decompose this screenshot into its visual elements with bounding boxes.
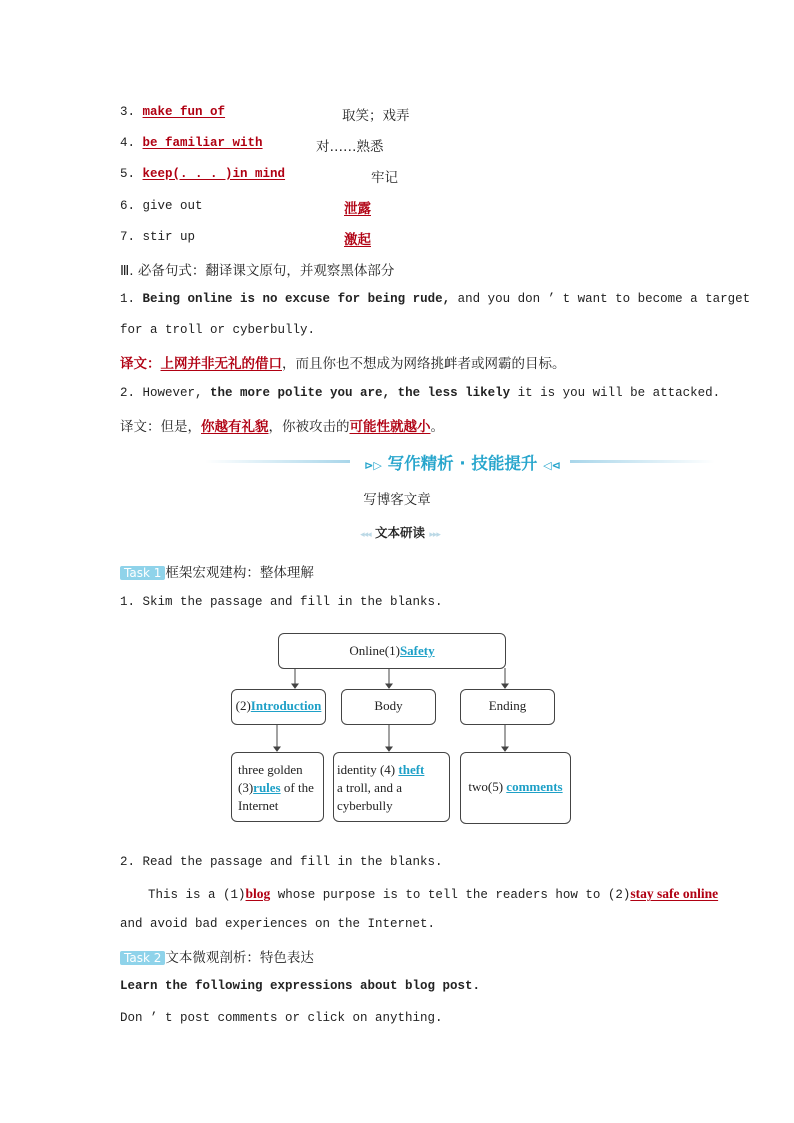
banner-title-text: 写作精析 · 技能提升	[387, 454, 538, 473]
answer-text: Introduction	[250, 698, 322, 713]
phrase: give out	[142, 199, 203, 213]
sentence-text: it is you will be attacked.	[517, 386, 721, 400]
box-text: Body	[374, 698, 403, 713]
fill-blank-paragraph	[148, 886, 718, 902]
sentence-1-continued: for a troll or cyberbully.	[120, 323, 316, 337]
translation-text: ，你被攻击的	[268, 419, 350, 435]
box-text: Internet	[238, 798, 279, 813]
triangle-right-icon: ⊳▷	[364, 459, 382, 472]
answer-text: theft	[398, 762, 425, 777]
sub-heading-text: 文本研读	[374, 525, 425, 540]
answer-translation: 上网并非无礼的借口	[160, 356, 282, 372]
box-text: (3)	[238, 780, 254, 795]
bold-structure: Being online is no excuse for being rude,	[142, 292, 451, 306]
answer-text: rules	[253, 780, 281, 795]
answer-meaning: 泄露	[344, 201, 371, 217]
task-tag: Task 2	[120, 951, 165, 965]
task-2-header	[120, 946, 314, 966]
meaning: 对……熟悉	[316, 139, 384, 155]
translation-label: 译文：但是，	[120, 419, 201, 435]
answer-text: blog	[245, 886, 271, 901]
meaning: 取笑；戏弄	[342, 108, 410, 124]
box-line	[238, 779, 323, 797]
paragraph-text: whose purpose is to tell the readers how to (2)	[270, 888, 631, 902]
box-text: of the	[280, 780, 314, 795]
task-instruction: Learn the following expressions about blog post.	[120, 979, 481, 993]
task-instruction: 2. Read the passage and fill in the blanks.	[120, 855, 443, 869]
box-text: two(5)	[468, 779, 507, 794]
task-label: 框架宏观建构：整体理解	[165, 565, 314, 581]
diagram-box-introduction	[231, 689, 326, 725]
paragraph-text: and avoid bad experiences on the Internet.	[120, 917, 436, 931]
box-text: (2)	[235, 698, 251, 713]
sentence-lead: 2. However,	[120, 386, 203, 400]
answer-phrase: keep(. . . )in mind	[142, 167, 286, 181]
answer-phrase: be familiar with	[142, 136, 263, 150]
sentence-text: and you don ’ t want to become a target	[450, 292, 751, 306]
box-text: Online(1)	[349, 643, 400, 658]
example-sentence: Don ’ t post comments or click on anything.	[120, 1011, 443, 1025]
diagram-box-ending	[460, 689, 555, 725]
box-text: cyberbully	[337, 798, 393, 813]
box-text: Ending	[488, 698, 527, 713]
answer-text: stay safe online	[630, 886, 719, 901]
bold-structure: the more polite you are,	[210, 386, 391, 400]
item-number: 6.	[120, 199, 136, 213]
box-text: a troll, and a	[337, 780, 402, 795]
translation-label: 译文：	[120, 356, 161, 372]
diagram-box-rules	[231, 752, 324, 822]
answer-text: comments	[506, 779, 563, 794]
answer-phrase: make fun of	[142, 105, 226, 119]
arrows-left-icon: ◂◂◂	[360, 530, 371, 540]
answer-translation: 你越有礼貌	[201, 419, 269, 435]
task-instruction: 1. Skim the passage and fill in the blanks.	[120, 595, 443, 609]
writing-title: 写博客文章	[363, 492, 431, 508]
task-label: 文本微观剖析：特色表达	[165, 950, 314, 966]
box-text: identity (4)	[337, 762, 399, 777]
box-line	[337, 761, 449, 779]
task-tag: Task 1	[120, 566, 165, 580]
arrows-right-icon: ▸▸▸	[429, 530, 440, 540]
item-number: 3.	[120, 105, 136, 119]
paragraph-text: This is a (1)	[148, 888, 246, 902]
phrase: stir up	[142, 230, 196, 244]
diagram-box-body	[341, 689, 436, 725]
diagram-box-theft	[333, 752, 450, 822]
answer-translation: 可能性就越小	[349, 419, 431, 435]
item-number: 5.	[120, 167, 136, 181]
box-text: three golden	[238, 762, 303, 777]
bold-structure: the less likely	[397, 386, 511, 400]
diagram-box-comments	[460, 752, 571, 824]
triangle-left-icon: ◁⊲	[543, 459, 561, 472]
translation-text: 。	[430, 419, 444, 435]
sentence-number: 1.	[120, 292, 136, 306]
section-heading: Ⅲ. 必备句式：翻译课文原句，并观察黑体部分	[120, 263, 395, 279]
translation-text: ，而且你也不想成为网络挑衅者或网霸的目标。	[282, 356, 566, 372]
item-number: 7.	[120, 230, 136, 244]
meaning: 牢记	[371, 170, 398, 186]
item-number: 4.	[120, 136, 136, 150]
answer-meaning: 激起	[344, 232, 371, 248]
answer-text: Safety	[399, 643, 435, 658]
diagram-box-title	[278, 633, 506, 669]
